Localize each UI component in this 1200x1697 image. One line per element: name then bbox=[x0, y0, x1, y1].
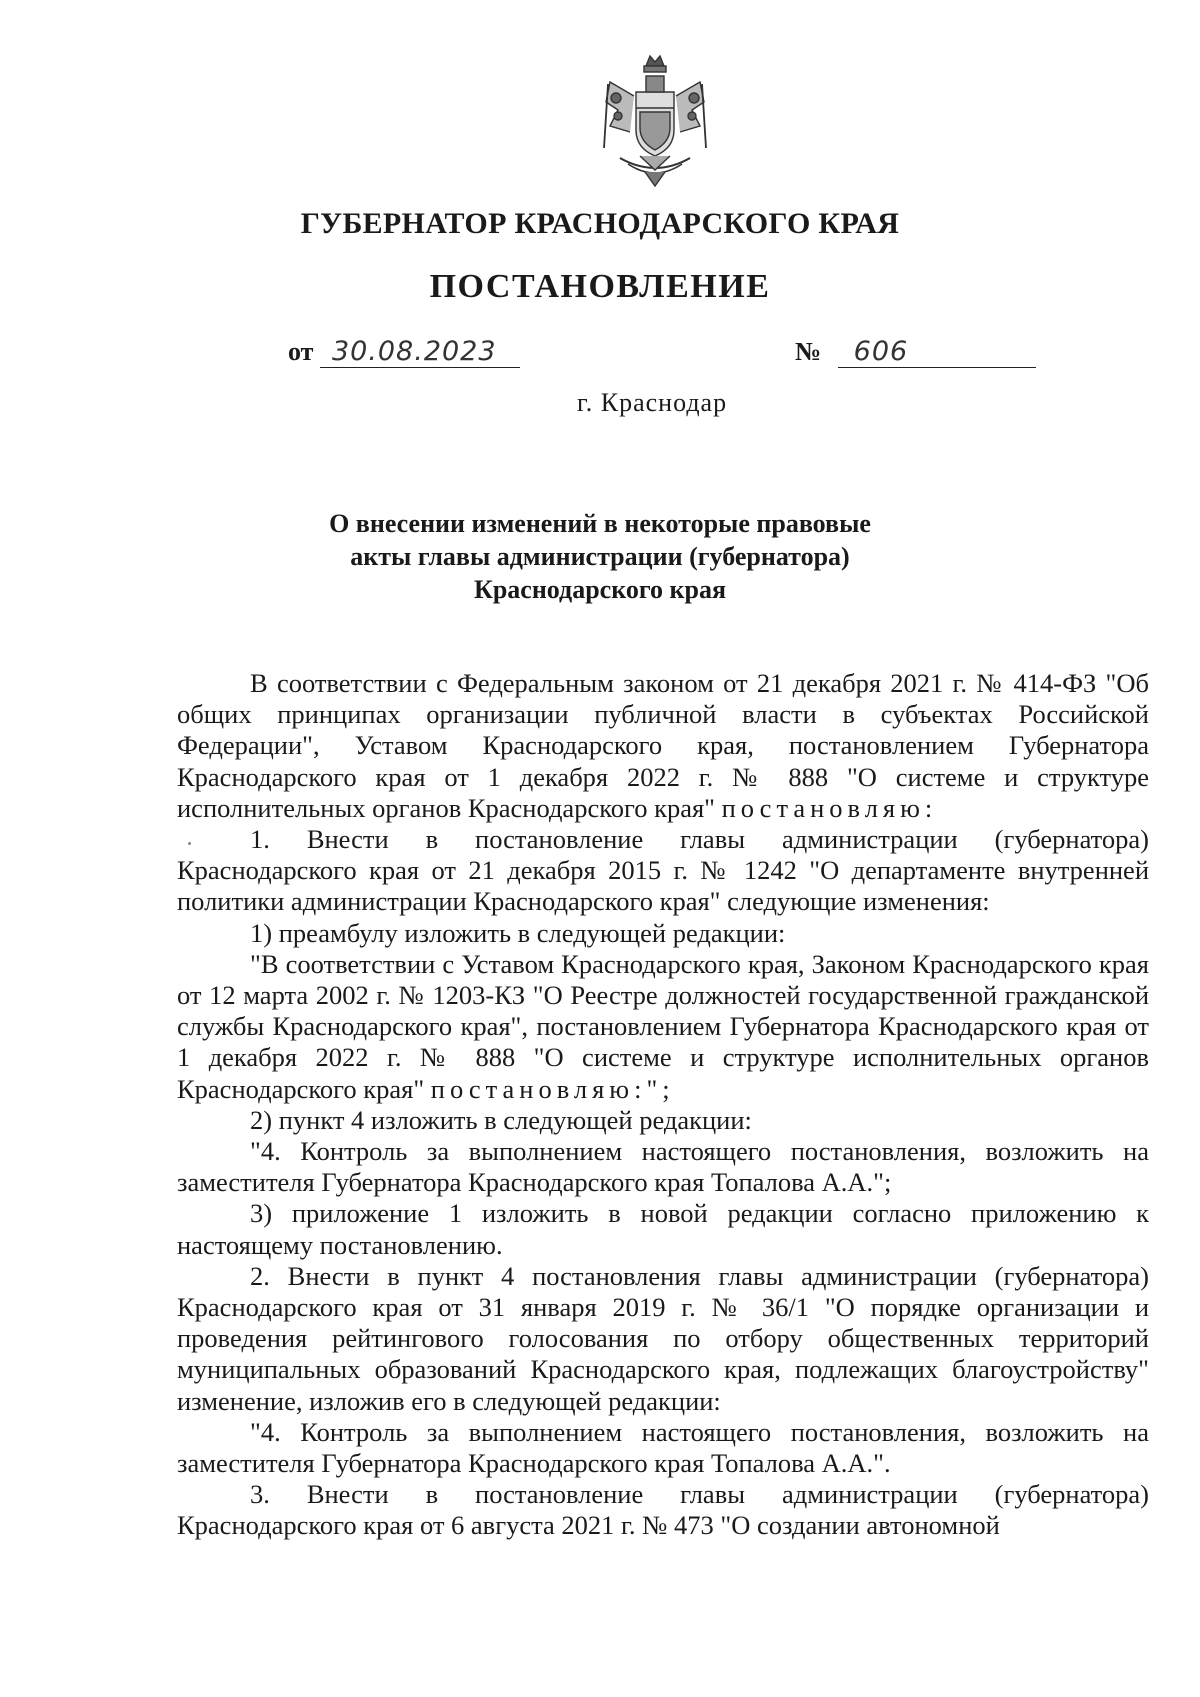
paragraph-preamble: В соответствии с Федеральным законом от 21 декабря 2021 г. № 414-ФЗ "Об общих принципах организации публичной власти в субъектах Российской Федерации", Уставом Краснодарского края, постановлением Губернатора Краснодарского края от 1 декабря 2022 г. № 888 "О системе и структуре исполнительных органов Краснодарского края" постановляю: bbox=[177, 668, 1149, 823]
subject-line: Краснодарского края bbox=[473, 575, 727, 604]
paragraph: 1) преамбулу изложить в следующей редакции: bbox=[250, 917, 786, 948]
paragraph: 3. Внести в постановление главы администрации (губернатора) Краснодарского края от 6 августа 2021 г. № 473 "О создании автономной bbox=[177, 1479, 1149, 1541]
date-prefix: от bbox=[288, 337, 314, 366]
coat-of-arms-emblem bbox=[600, 52, 710, 192]
date-value: 30.08.2023 bbox=[331, 336, 497, 367]
date-underline bbox=[320, 367, 520, 368]
paragraph: "4. Контроль за выполнением настоящего постановления, возложить на заместителя Губернатора Краснодарского края Топалова А.А.". bbox=[177, 1416, 1149, 1479]
subject-line: акты главы администрации (губернатора) bbox=[350, 542, 850, 571]
paragraph: 2) пункт 4 изложить в следующей редакции: bbox=[250, 1104, 752, 1135]
place-of-issue: г. Краснодар bbox=[577, 388, 728, 417]
subject-line: О внесении изменений в некоторые правовые bbox=[329, 509, 871, 538]
number-prefix: № bbox=[795, 337, 822, 366]
paragraph: 3) приложение 1 изложить в новой редакции согласно приложению к настоящему постановлению. bbox=[177, 1198, 1149, 1260]
number-underline bbox=[838, 367, 1036, 368]
paragraph: 1. Внести в постановление главы администрации (губернатора) Краснодарского края от 21 декабря 2015 г. № 1242 "О департаменте внутренней политики администрации Краснодарского края" следующие изменения: bbox=[177, 824, 1149, 917]
date-field bbox=[288, 336, 497, 367]
issuing-authority: ГУБЕРНАТОР КРАСНОДАРСКОГО КРАЯ bbox=[300, 207, 900, 240]
paragraph: "4. Контроль за выполнением настоящего постановления, возложить на заместителя Губернатора Краснодарского края Топалова А.А."; bbox=[177, 1136, 1149, 1198]
number-field bbox=[795, 336, 908, 367]
paragraph: 2. Внести в пункт 4 постановления главы администрации (губернатора) Краснодарского края от 31 января 2019 г. № 36/1 "О порядке организации и проведения рейтингового голосования по отбору общественных территорий муниципальных образований Краснодарского края, подлежащих благоустройству" изменение, изложив его в следующей редакции: bbox=[177, 1260, 1149, 1416]
document-type: ПОСТАНОВЛЕНИЕ bbox=[429, 268, 771, 305]
paragraph-quote: "В соответствии с Уставом Краснодарского края, Законом Краснодарского края от 12 марта 2002 г. № 1203-КЗ "О Реестре должностей государственной гражданской службы Краснодарского края", постановлением Губернатора Краснодарского края от 1 декабря 2022 г. № 888 "О системе и структуре исполнительных органов Краснодарского края" постановляю:"; bbox=[177, 948, 1149, 1104]
document-body bbox=[177, 668, 1149, 1542]
document-subject bbox=[0, 507, 1200, 606]
number-value: 606 bbox=[853, 336, 909, 367]
